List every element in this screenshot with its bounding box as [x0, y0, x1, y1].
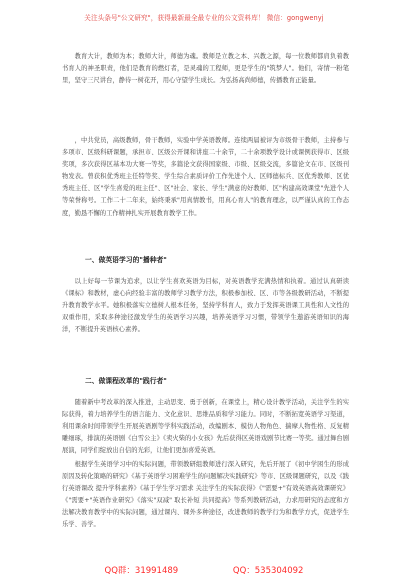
- section-heading-one: 一、做英语学习的"播种者": [85, 256, 167, 264]
- footer-qq-group: QQ群：31991489: [104, 566, 179, 576]
- research-paragraph: 根据学生英语学习中的实际问题，带领教研组教师进行深入研究，先后开展了《初中学困生的形成原因及转化策略的研究》《基于英语学习困难学生的问题解决实践研究》等市、区级课题研究，以及《践行英语课改 提升学科素养》《基于学生学习需求 关注学生的实际获得》《"需要+"有效英语高效课研究》《"需要+"英语作业研究》《落实"双减" 取长补短 共同提高》等系列教研活动，力求用研究的态度和方法解决教育教学中的实际问题，通过课内、课外多种途径，改进教师的教学行为和教学方式，促进学生乐学、善学。: [62, 461, 349, 529]
- section-heading-two: 二、做课程改革的"践行者": [85, 377, 167, 385]
- intro-paragraph: 教育大计，教师为本；教师大计，师德为魂。教师是立教之本、兴教之源，每一位教师都肩负着教书育人的神圣职责，他们是教育的燃灯者，是灵魂的工程师，更是学生的"筑梦人"。他们，寄情一粉笔里，坚守三尺讲台，静待一树花开，用心守望学生成长。为弘扬高尚师德，传播教育正能量。: [62, 53, 349, 85]
- footer-qq: QQ：535304092: [232, 566, 304, 576]
- footer-contacts: [0, 564, 408, 576]
- section-one-paragraph: 以上好每一节课为追求，以让学生喜欢英语为目标，对英语教学充满热情和执着。通过认真研读《课标》和教材，虚心向经验丰富的教师学习教学方法，积极参加校、区、市等各级教研活动，不断提升教育教学水平。她积极落实立德树人根本任务，坚持学科育人，致力于发挥英语课工具性和人文性的双重作用，采取多种途径激发学生的英语学习兴趣，培养英语学习习惯，带领学生遨游英语知识的海洋，不断提升英语核心素养。: [62, 278, 349, 334]
- header-notice: 关注头条号"公文研究"，获得最新最全最专业的公文资料库！ 微信：gongwenyj: [84, 14, 324, 22]
- section-two-paragraph: 随着新中考改革的深入推进，主动思变、勇于创新，在课堂上，精心设计教学活动，关注学生的实际获得，着力培养学生的语言能力、文化意识、思维品质和学习能力。同时，不断拓宽英语学习渠道，利用课余时间带领学生开展英语剧等学科实践活动，改编剧本、模仿人物角色、揣摩人物性格、反复精雕细琢，排演的英语剧《白雪公主》《卖火柴的小女孩》先后获得区英语戏剧节比赛一等奖。通过舞台剧展演，同学们绽放出自信的光彩，让他们更加喜爱英语。: [62, 399, 349, 455]
- profile-paragraph: ，中共党员，高级教师，骨干教师，实验中学英语教师。连续两届被评为市级骨干教师，主持参与多项市、区级科研课题，承担市、区级公开课和讲座二十余节，二十余项教学设计或课例获得市、区级奖项，多次获得区基本功大赛一等奖，多篇论文获得国家级、市级、区级交流，多篇论文在市、区级刊物发表。曾获积优秀班主任特等奖、学生综合素质评价工作先进个人、区师德标兵、区优秀教师、区优秀班主任、区"学生喜爱的班主任"、区"社会、家长、学生"满意的好教师、区"构建高效课堂"先进个人等荣誉称号。工作二十二年来，始终秉承"用真情教书，用真心育人"的教育理念，以严谨认真的工作态度，勤恳不懈的工作精神扎实开展教育教学工作。: [62, 137, 349, 217]
